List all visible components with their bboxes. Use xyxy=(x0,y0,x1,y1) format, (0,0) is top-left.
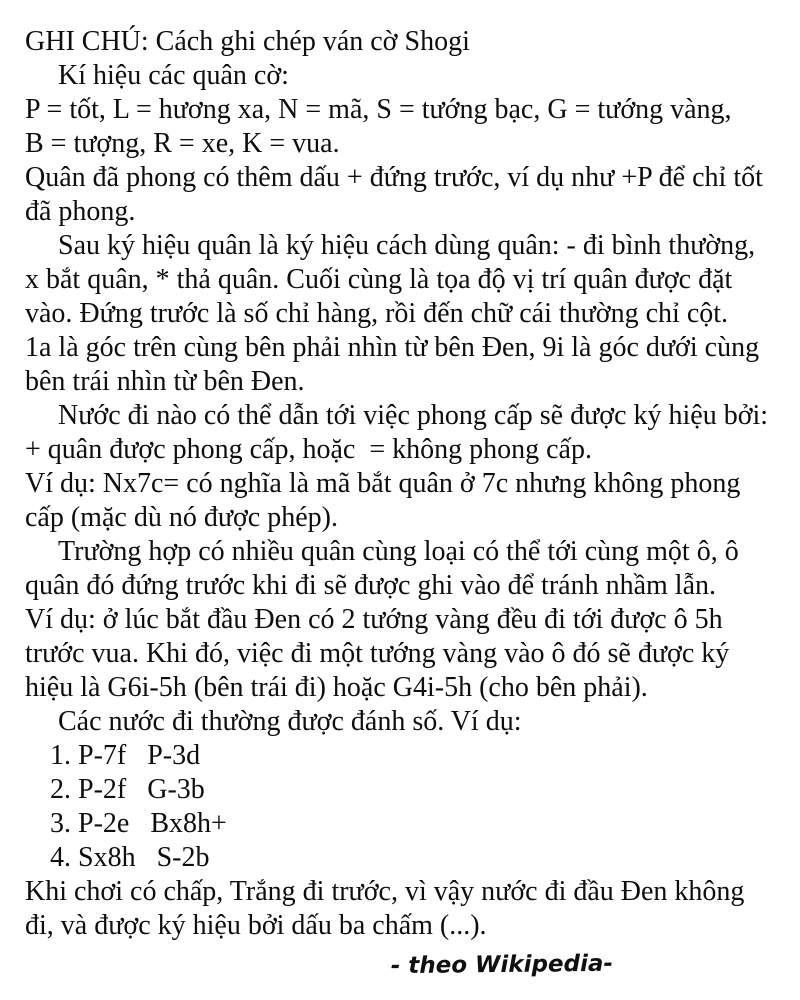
text-line: 1a là góc trên cùng bên phải nhìn từ bên Đen, 9i là góc dưới cùng xyxy=(25,332,760,363)
text-line: Sau ký hiệu quân là ký hiệu cách dùng quân: - đi bình thường, xyxy=(58,230,756,261)
move-list-item: 3. P-2e Bx8h+ xyxy=(50,808,227,839)
text-line: Trường hợp có nhiều quân cùng loại có thể tới cùng một ô, ô xyxy=(58,536,739,567)
text-line: B = tượng, R = xe, K = vua. xyxy=(25,128,340,159)
text-line: Ví dụ: Nx7c= có nghĩa là mã bắt quân ở 7c nhưng không phong xyxy=(25,468,741,499)
text-line: cấp (mặc dù nó được phép). xyxy=(25,502,338,533)
text-line: bên trái nhìn từ bên Đen. xyxy=(25,366,305,397)
text-line: Khi chơi có chấp, Trắng đi trước, vì vậy nước đi đầu Đen không xyxy=(25,876,745,907)
text-line: Nước đi nào có thể dẫn tới việc phong cấp sẽ được ký hiệu bởi: xyxy=(58,400,769,431)
text-line: đã phong. xyxy=(25,196,136,227)
text-line: quân đó đứng trước khi đi sẽ được ghi vào để tránh nhầm lẫn. xyxy=(25,570,716,601)
text-line: x bắt quân, * thả quân. Cuối cùng là tọa độ vị trí quân được đặt xyxy=(25,264,733,295)
move-list-item: 4. Sx8h S-2b xyxy=(50,842,210,873)
text-line: Kí hiệu các quân cờ: xyxy=(58,60,289,91)
doc-title-line: GHI CHÚ: Cách ghi chép ván cờ Shogi xyxy=(25,26,470,57)
attribution-signature: - theo Wikipedia- xyxy=(390,950,614,980)
text-line: hiệu là G6i-5h (bên trái đi) hoặc G4i-5h (cho bên phải). xyxy=(25,672,648,703)
text-line: đi, và được ký hiệu bởi dấu ba chấm (...). xyxy=(25,910,487,941)
text-line: P = tốt, L = hương xa, N = mã, S = tướng bạc, G = tướng vàng, xyxy=(25,94,732,125)
move-list-item: 2. P-2f G-3b xyxy=(50,774,205,805)
text-line: Các nước đi thường được đánh số. Ví dụ: xyxy=(58,706,522,737)
text-line: Ví dụ: ở lúc bắt đầu Đen có 2 tướng vàng đều đi tới được ô 5h xyxy=(25,604,723,635)
text-line: Quân đã phong có thêm dấu + đứng trước, ví dụ như +P để chỉ tốt xyxy=(25,162,763,193)
move-list-item: 1. P-7f P-3d xyxy=(50,740,201,771)
text-line: vào. Đứng trước là số chỉ hàng, rồi đến chữ cái thường chỉ cột. xyxy=(25,298,729,329)
text-line: + quân được phong cấp, hoặc = không phong cấp. xyxy=(25,434,592,465)
text-line: trước vua. Khi đó, việc đi một tướng vàng vào ô đó sẽ được ký xyxy=(25,638,730,669)
